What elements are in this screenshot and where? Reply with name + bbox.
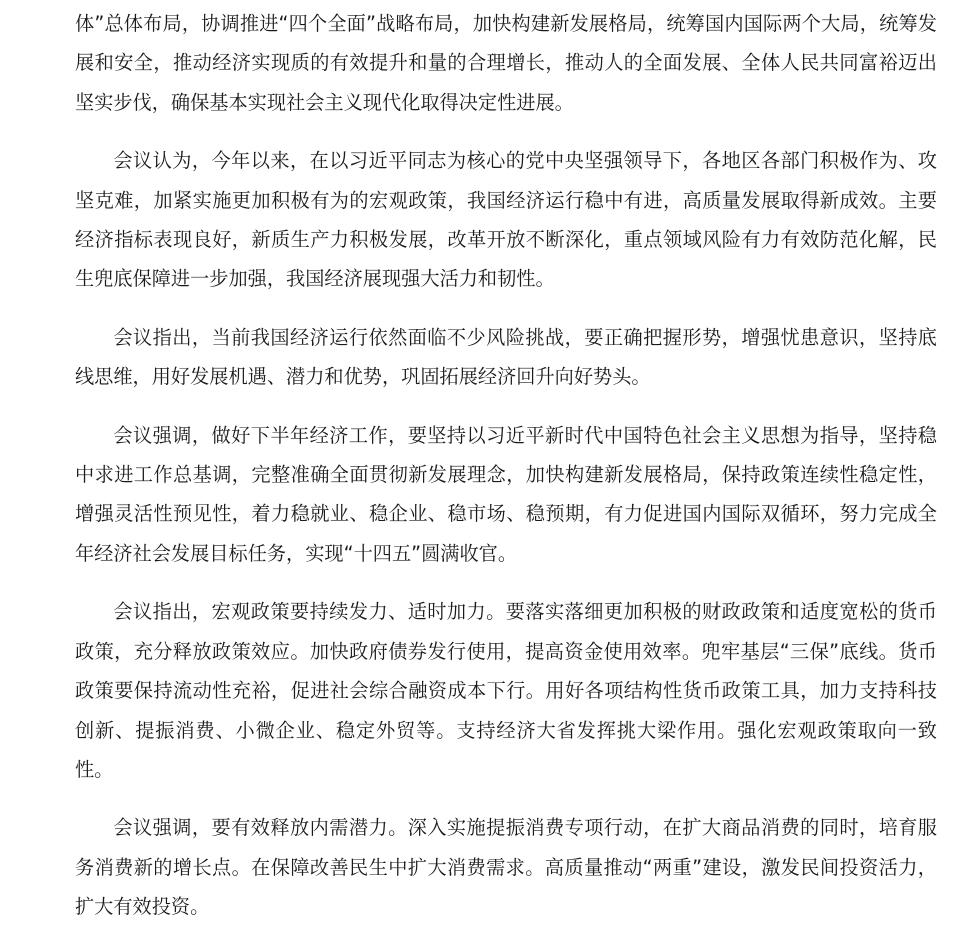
paragraph: 会议指出，宏观政策要持续发力、适时加力。要落实落细更加积极的财政政策和适度宽松的货币政策，充分释放政策效应。加快政府债券发行使用，提高资金使用效率。兜牢基层“三保”底线。货币政策要保持流动性充裕，促进社会综合融资成本下行。用好各项结构性货币政策工具，加力支持科技创新、提振消费、小微企业、稳定外贸等。支持经济大省发挥挑大梁作用。强化宏观政策取向一致性。 — [75, 600, 937, 781]
paragraph-continued: 体”总体布局，协调推进“四个全面”战略布局，加快构建新发展格局，统筹国内国际两个大局，统筹发展和安全，推动经济实现质的有效提升和量的合理增长，推动人的全面发展、全体人民共同富裕迈出坚实步伐，确保基本实现社会主义现代化取得决定性进展。 — [75, 12, 937, 114]
paragraph: 会议强调，做好下半年经济工作，要坚持以习近平新时代中国特色社会主义思想为指导，坚持稳中求进工作总基调，完整准确全面贯彻新发展理念，加快构建新发展格局，保持政策连续性稳定性，增强灵活性预见性，着力稳就业、稳企业、稳市场、稳预期，有力促进国内国际双循环，努力完成全年经济社会发展目标任务，实现“十四五”圆满收官。 — [75, 423, 937, 565]
paragraph: 会议强调，要有效释放内需潜力。深入实施提振消费专项行动，在扩大商品消费的同时，培育服务消费新的增长点。在保障改善民生中扩大消费需求。高质量推动“两重”建设，激发民间投资活力，扩大有效投资。 — [75, 816, 937, 919]
paragraph: 会议认为，今年以来，在以习近平同志为核心的党中央坚强领导下，各地区各部门积极作为、攻坚克难，加紧实施更加积极有为的宏观政策，我国经济运行稳中有进，高质量发展取得新成效。主要经济指标表现良好，新质生产力积极发展，改革开放不断深化，重点领域风险有力有效防范化解，民生兜底保障进一步加强，我国经济展现强大活力和韧性。 — [75, 149, 937, 291]
article-body — [75, 4, 937, 946]
paragraph: 会议指出，当前我国经济运行依然面临不少风险挑战，要正确把握形势，增强忧患意识，坚持底线思维，用好发展机遇、潜力和优势，巩固拓展经济回升向好势头。 — [75, 325, 937, 389]
